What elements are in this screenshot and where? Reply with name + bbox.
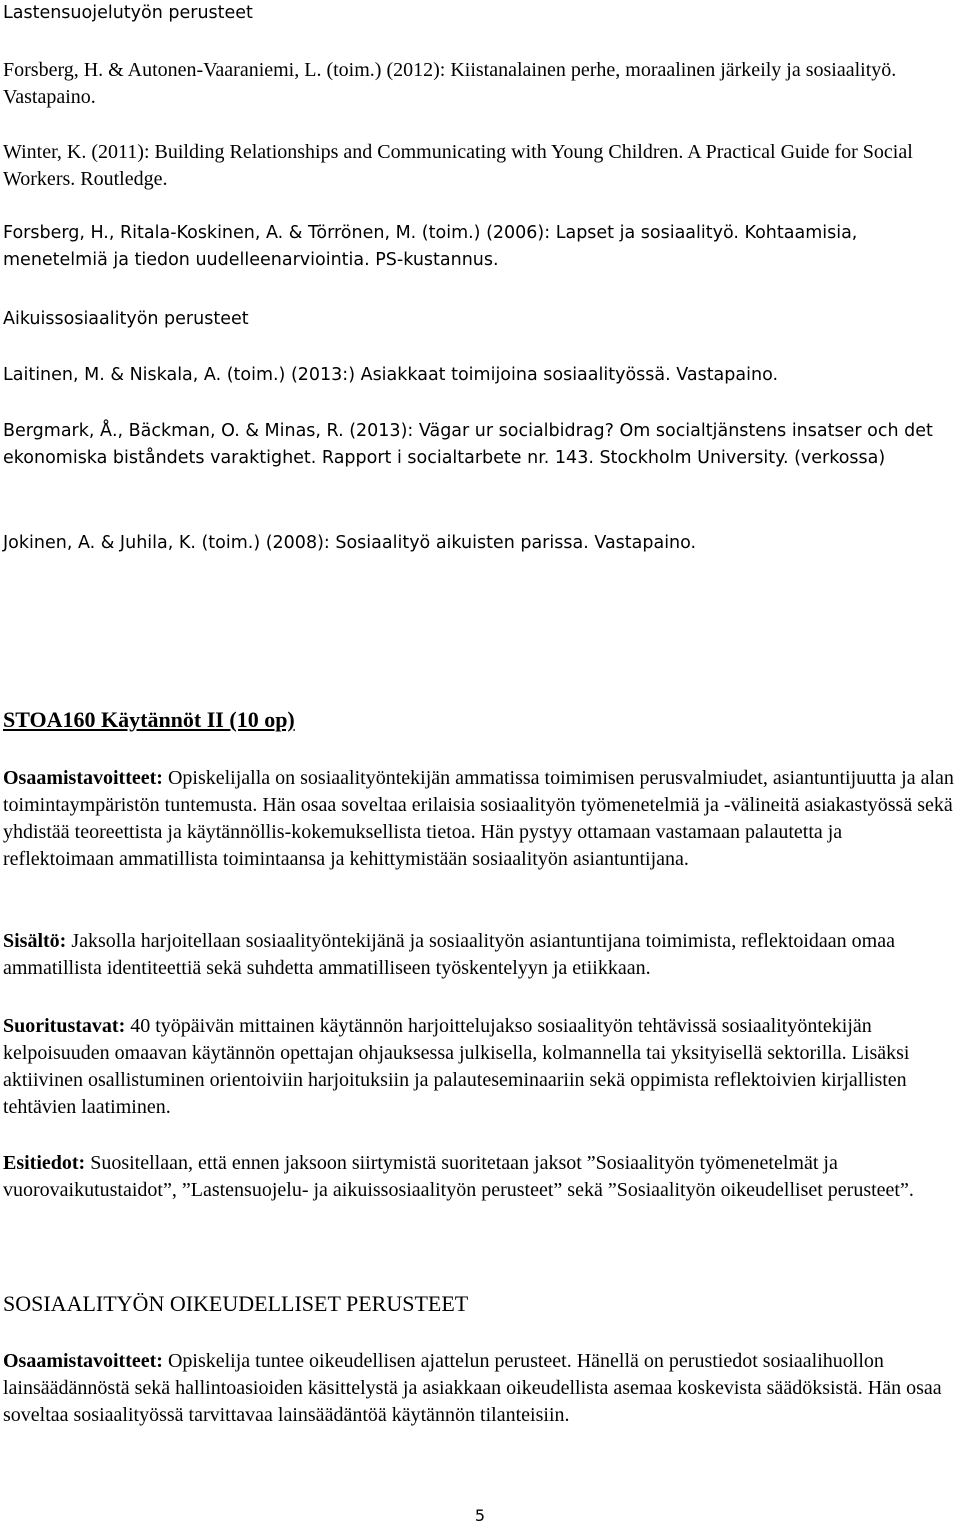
field-text: Opiskelija tuntee oikeudellisen ajattelun perusteet. Hänellä on perustiedot sosiaalihuollon lainsäädännöstä sekä hallintoasioiden käsittelystä ja asiakkaan oikeudellista asemaa koskevista säädöksistä. Hän osaa soveltaa sosiaalityössä tarvittavaa lainsäädäntöä käytännön tilanteisiin. — [3, 1350, 942, 1426]
reference-entry: Bergmark, Å., Bäckman, O. & Minas, R. (2013): Vägar ur socialbidrag? Om socialtjänstens insatser och det ekonomiska biståndets varaktighet. Rapport i socialtarbete nr. 143. Stockholm University. (verkossa) — [3, 421, 933, 468]
field-label: Suoritustavat: — [3, 1015, 126, 1037]
field-label: Sisältö: — [3, 930, 67, 952]
section-heading-aikuis: Aikuissosiaalityön perusteet — [3, 309, 249, 329]
field-text: Opiskelijalla on sosiaalityöntekijän ammatissa toimimisen perusvalmiudet, asiantuntijuutta ja alan toimintaympäristön tuntemusta. Hän osaa soveltaa erilaisia sosiaalityön työmenetelmiä ja -välineitä asiakastyössä sekä yhdistää teoreettista ja käytännöllis-kokemuksellista tietoa. Hän pystyy ottamaan vastamaan palautetta ja reflektoimaan ammatillista toimintaansa ja kehittymistään sosiaalityön asiantuntijana. — [3, 767, 954, 870]
learning-outcomes — [3, 765, 957, 873]
reference-entry: Forsberg, H., Ritala-Koskinen, A. & Törrönen, M. (toim.) (2006): Lapset ja sosiaalityö. Kohtaamisia, menetelmiä ja tiedon uudelleenarviointia. PS-kustannus. — [3, 223, 858, 270]
content-description — [3, 928, 957, 982]
reference-entry: Jokinen, A. & Juhila, K. (toim.) (2008): Sosiaalityö aikuisten parissa. Vastapaino. — [3, 533, 697, 553]
field-label: Esitiedot: — [3, 1152, 86, 1174]
course-title-oikeudelliset: SOSIAALITYÖN OIKEUDELLISET PERUSTEET — [3, 1291, 469, 1316]
field-label: Osaamistavoitteet: — [3, 1350, 163, 1372]
prerequisites — [3, 1150, 957, 1204]
section-heading-lastensuojelu: Lastensuojelutyön perusteet — [3, 3, 253, 23]
reference-entry: Forsberg, H. & Autonen-Vaaraniemi, L. (toim.) (2012): Kiistanalainen perhe, moraalinen järkeily ja sosiaalityö. Vastapaino. — [3, 59, 897, 108]
learning-outcomes — [3, 1348, 957, 1429]
course-title: STOA160 Käytännöt II (10 op) — [3, 707, 295, 732]
reference-entry: Winter, K. (2011): Building Relationships and Communicating with Young Children. A Practical Guide for Social Workers. Routledge. — [3, 141, 913, 190]
field-text: Suositellaan, että ennen jaksoon siirtymistä suoritetaan jaksot ”Sosiaalityön työmenetelmät ja vuorovaikutustaidot”, ”Lastensuojelu- ja aikuissosiaalityön perusteet” sekä ”Sosiaalityön oikeudelliset perusteet”. — [3, 1152, 914, 1201]
completion-methods — [3, 1013, 957, 1121]
page-number: 5 — [474, 1506, 486, 1525]
field-text: 40 työpäivän mittainen käytännön harjoittelujakso sosiaalityön tehtävissä sosiaalityöntekijän kelpoisuuden omaavan käytännön opettajan ohjauksessa julkisella, kolmannella tai yksityisellä sektorilla. Lisäksi aktiivinen osallistuminen orientoiviin harjoituksiin ja palauteseminaariin sekä oppimista reflektoivien kirjallisten tehtävien laatiminen. — [3, 1015, 910, 1118]
field-text: Jaksolla harjoitellaan sosiaalityöntekijänä ja sosiaalityön asiantuntijana toimimista, reflektoidaan omaa ammatillista identiteettiä sekä suhdetta ammatilliseen työskentelyyn ja etiikkaan. — [3, 930, 895, 979]
reference-entry: Laitinen, M. & Niskala, A. (toim.) (2013:) Asiakkaat toimijoina sosiaalityössä. Vastapaino. — [3, 365, 779, 385]
field-label: Osaamistavoitteet: — [3, 767, 163, 789]
